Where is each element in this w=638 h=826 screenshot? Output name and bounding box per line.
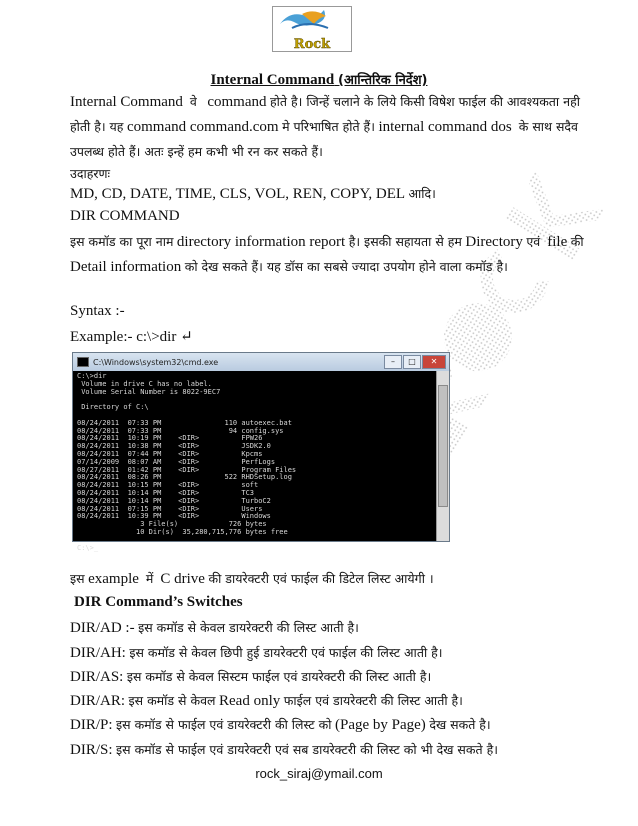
cmd-titlebar bbox=[73, 353, 449, 371]
switch-command: DIR/S: bbox=[70, 742, 113, 758]
switch-item bbox=[70, 668, 431, 686]
dir-desc-line-2: Detail information को देख सकते हैं। यह डॉस का सबसे ज्यादा उपयोग होने वाला कमॉड है। bbox=[70, 259, 508, 275]
switch-description: इस कमॉड से केवल सिस्टम फाईल एवं डायरेक्टरी की लिस्ट आती है। bbox=[126, 669, 432, 684]
switch-command: DIR/AD :- bbox=[70, 620, 135, 636]
after-cmd-line: इस example में C drive की डायरेक्टरी एवं फाईल की डिटेल लिस्ट आयेगी । bbox=[70, 571, 434, 587]
switch-description: इस कमॉड से केवल छिपी हुई डायरेक्टरी एवं फाईल की लिस्ट आती है। bbox=[129, 645, 443, 660]
dir-desc-line-1: इस कमॉड का पूरा नाम directory information report है। इसकी सहायता से हम Directory एवं file की bbox=[70, 234, 584, 250]
intro-line-1: Internal Command वे command होते है। जिन्हें चलाने के लिये किसी विषेश फाईल की आवश्यकता नही bbox=[70, 94, 580, 110]
cmd-output: C:\>dir Volume in drive C has no label. Volume Serial Number is 8022-9EC7 Directory of C:\ 08/24/2011 07:33 PM 110 autoexec.bat 08/24/2011 07:33 PM 94 config.sys 08/24/2011 10:19 PM <DIR> FPW26 08/24/2011 10:38 PM <DIR> JSDK2.0 08/24/2011 07:44 PM <DIR> Kpcms 07/14/2009 08:07 AM <DIR> PerfLogs 08/27/2011 01:42 PM <DIR> Program Files 08/24/2011 08:26 PM 522 RHDSetup.log 08/24/2011 10:15 PM <DIR> soft 08/24/2011 10:14 PM <DIR> TC3 08/24/2011 10:14 PM <DIR> TurboC2 08/24/2011 07:15 PM <DIR> Users 08/24/2011 10:39 PM <DIR> Windows 3 File(s) 726 bytes 10 Dir(s) 35,280,715,776 bytes free C:\>_ bbox=[77, 372, 297, 552]
switch-command: DIR/AS: bbox=[70, 669, 124, 685]
switches-heading: DIR Command’s Switches bbox=[74, 594, 243, 610]
switch-description: इस कमॉड से केवल bbox=[128, 693, 216, 708]
switch-item bbox=[70, 644, 443, 662]
minimize-icon: – bbox=[384, 355, 402, 369]
switch-description: इस कमॉड से फाईल एवं डायरेक्टरी एवं सब डायरेक्टरी की लिस्ट को भी देख सकते है। bbox=[116, 742, 498, 757]
switch-command: DIR/AR: bbox=[70, 693, 126, 709]
switch-description-end: देख सकते है। bbox=[429, 717, 491, 732]
dir-heading: DIR COMMAND bbox=[70, 208, 180, 224]
footer-email: rock_siraj@ymail.com bbox=[255, 766, 383, 781]
switch-description-term: Read only bbox=[219, 693, 281, 709]
cmd-title: C:\Windows\system32\cmd.exe bbox=[93, 357, 219, 367]
page-title bbox=[0, 70, 638, 89]
switch-description-term: (Page by Page) bbox=[335, 717, 426, 733]
syntax-label: Syntax :- bbox=[70, 303, 125, 319]
cmd-output-area bbox=[73, 371, 437, 552]
cmd-window-screenshot bbox=[72, 352, 450, 552]
switch-command: DIR/P: bbox=[70, 717, 113, 733]
title-english: Internal Command bbox=[210, 72, 335, 88]
example-commands: MD, CD, DATE, TIME, CLS, VOL, REN, COPY, DEL आदि। bbox=[70, 186, 436, 202]
window-controls bbox=[384, 355, 446, 369]
switch-description: इस कमॉड से केवल डायरेक्टरी की लिस्ट आती है। bbox=[138, 620, 359, 635]
cmd-scrollbar bbox=[436, 371, 449, 541]
switch-item bbox=[70, 716, 491, 734]
switch-item bbox=[70, 619, 359, 637]
example-heading: उदाहरणः bbox=[70, 166, 111, 181]
switch-description-end: फाईल एवं डायरेक्टरी की लिस्ट आती है। bbox=[283, 693, 463, 708]
rock-logo bbox=[272, 6, 352, 52]
close-icon: ✕ bbox=[422, 355, 446, 369]
switch-description: इस कमॉड से फाईल एवं डायरेक्टरी की लिस्ट को bbox=[116, 717, 332, 732]
cmd-icon bbox=[77, 357, 89, 367]
example-line: Example:- c:\>dir ↵ bbox=[70, 329, 193, 345]
switch-item bbox=[70, 692, 463, 710]
maximize-icon: □ bbox=[403, 355, 421, 369]
logo-text: Rock bbox=[293, 37, 331, 52]
switch-item bbox=[70, 741, 498, 759]
intro-line-2: होती है। यह command command.com मे परिभाषित होते हैं। internal command dos के साथ सदैव bbox=[70, 119, 579, 135]
title-hindi: (आन्तिरिक निर्देश) bbox=[338, 73, 428, 88]
intro-line-3: उपलब्ध होते हैं। अतः इन्हें हम कभी भी रन कर सकते हैं। bbox=[70, 144, 323, 159]
switch-command: DIR/AH: bbox=[70, 645, 126, 661]
